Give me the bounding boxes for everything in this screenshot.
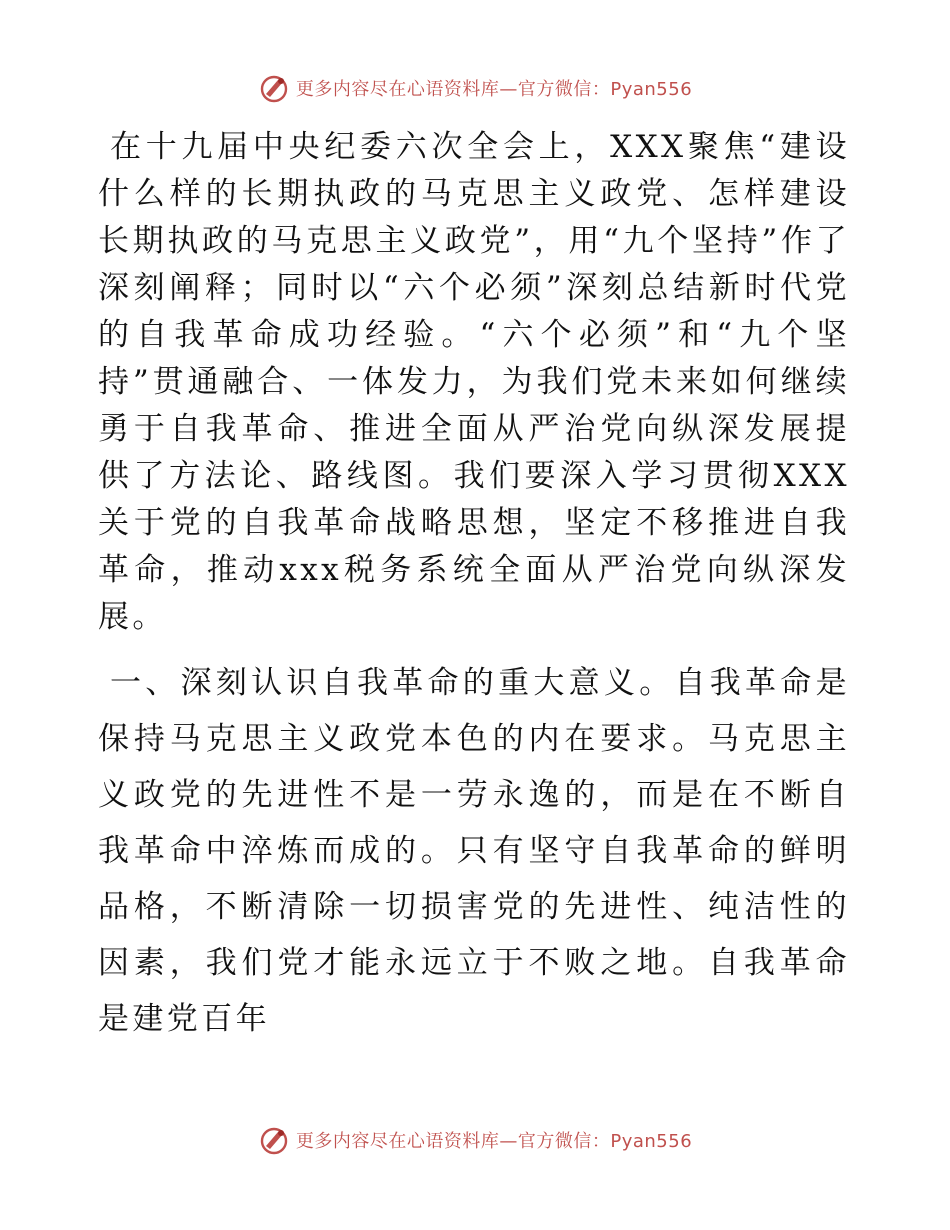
brand-logo-icon	[258, 1124, 290, 1156]
footer-watermark	[0, 1124, 950, 1156]
paragraph-1: 在十九届中央纪委六次全会上，XXX聚焦“建设什么样的长期执政的马克思主义政党、怎样建设长期执政的马克思主义政党”，用“九个坚持”作了深刻阐释；同时以“六个必须”深刻总结新时代党的自我革命成功经验。“六个必须”和“九个坚持”贯通融合、一体发力，为我们党未来如何继续勇于自我革命、推进全面从严治党向纵深发展提供了方法论、路线图。我们要深入学习贯彻XXX关于党的自我革命战略思想，坚定不移推进自我革命，推动xxx税务系统全面从严治党向纵深发展。	[98, 129, 850, 635]
brand-logo-icon	[258, 72, 290, 104]
document-body	[98, 124, 850, 1047]
watermark-text: 更多内容尽在心语资料库—官方微信：Pyan556	[295, 79, 693, 100]
watermark-text: 更多内容尽在心语资料库—官方微信：Pyan556	[295, 1131, 693, 1152]
header-watermark	[0, 72, 950, 104]
paragraph-2: 一、深刻认识自我革命的重大意义。自我革命是保持马克思主义政党本色的内在要求。马克思主义政党的先进性不是一劳永逸的，而是在不断自我革命中淬炼而成的。只有坚守自我革命的鲜明品格，不断清除一切损害党的先进性、纯洁性的因素，我们党才能永远立于不败之地。自我革命是建党百年	[98, 665, 850, 1037]
